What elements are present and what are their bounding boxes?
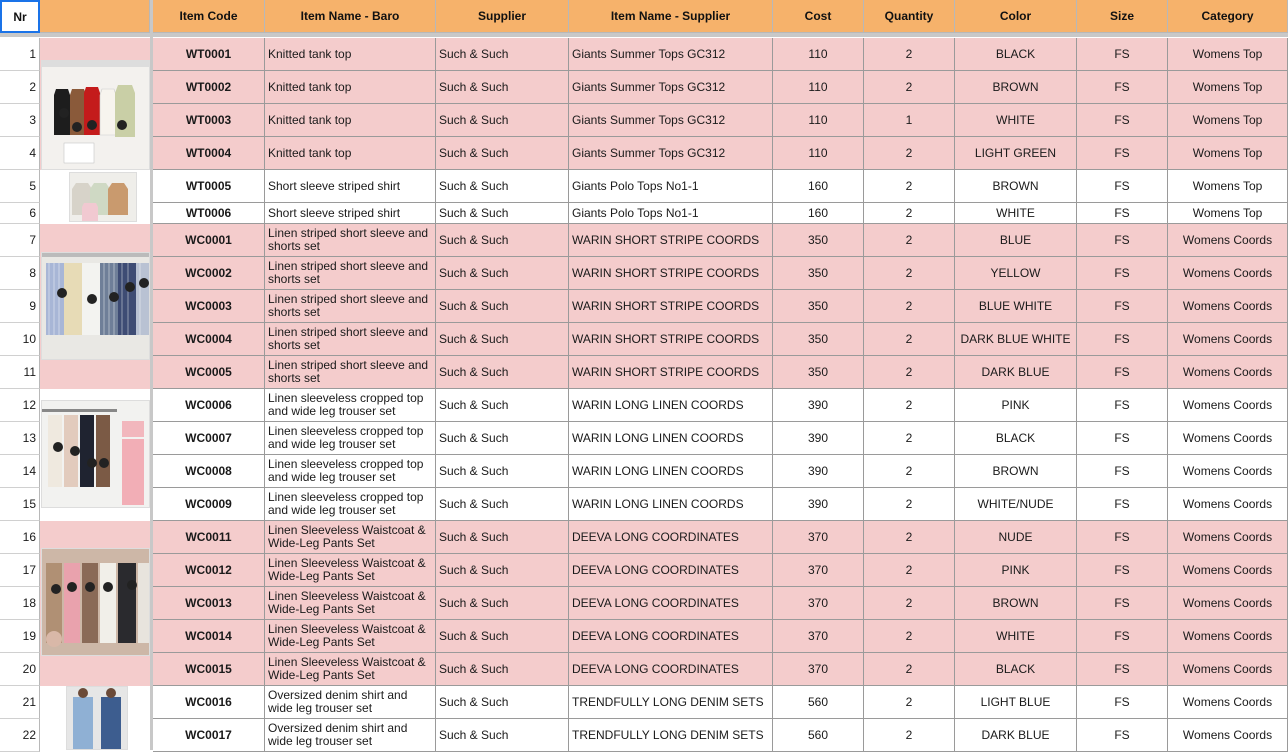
cell-supplier[interactable]: Such & Such	[436, 257, 569, 290]
cell-supplier[interactable]: Such & Such	[436, 455, 569, 488]
table-row	[153, 389, 1288, 422]
cell-item-code[interactable]: WT0006	[153, 203, 265, 224]
cell-category[interactable]: Womens Top	[1168, 71, 1288, 104]
header-quantity[interactable]: Quantity	[864, 0, 955, 33]
cell-color[interactable]: BLACK	[955, 422, 1077, 455]
cell-cost[interactable]: 110	[773, 104, 864, 137]
cell-color[interactable]: YELLOW	[955, 257, 1077, 290]
cell-cost[interactable]: 390	[773, 455, 864, 488]
cell-item-name-supplier[interactable]: Giants Summer Tops GC312	[569, 104, 773, 137]
cell-item-name-baro[interactable]: Knitted tank top	[265, 38, 436, 71]
row-number[interactable]: 21	[0, 686, 40, 719]
cell-image[interactable]	[40, 653, 150, 686]
product-photo-denim-sets[interactable]	[66, 686, 128, 750]
row-number[interactable]: 8	[0, 257, 40, 290]
cell-item-name-supplier[interactable]: WARIN SHORT STRIPE COORDS	[569, 257, 773, 290]
cell-item-code[interactable]: WC0012	[153, 554, 265, 587]
product-photo-linen-wide-leg[interactable]	[41, 400, 150, 508]
cell-size[interactable]: FS	[1077, 323, 1168, 356]
row-number[interactable]: 5	[0, 170, 40, 203]
header-item-name-baro[interactable]: Item Name - Baro	[265, 0, 436, 33]
cell-category[interactable]: Womens Top	[1168, 203, 1288, 224]
table-row	[153, 38, 1288, 71]
table-row	[153, 203, 1288, 224]
table-row	[153, 137, 1288, 170]
cell-cost[interactable]: 370	[773, 521, 864, 554]
row-number[interactable]: 14	[0, 455, 40, 488]
cell-item-name-baro[interactable]: Linen Sleeveless Waistcoat & Wide-Leg Pants Set	[265, 587, 436, 620]
cell-cost[interactable]: 390	[773, 389, 864, 422]
cell-item-name-baro[interactable]: Linen sleeveless cropped top and wide leg trouser set	[265, 422, 436, 455]
cell-supplier[interactable]: Such & Such	[436, 686, 569, 719]
cell-quantity[interactable]: 2	[864, 389, 955, 422]
cell-category[interactable]: Womens Coords	[1168, 422, 1288, 455]
cell-item-name-supplier[interactable]: Giants Summer Tops GC312	[569, 71, 773, 104]
cell-size[interactable]: FS	[1077, 719, 1168, 752]
cell-cost[interactable]: 160	[773, 170, 864, 203]
cell-color[interactable]: BLUE	[955, 224, 1077, 257]
row-number[interactable]: 10	[0, 323, 40, 356]
cell-item-code[interactable]: WT0005	[153, 170, 265, 203]
table-row	[153, 422, 1288, 455]
row-number[interactable]: 7	[0, 224, 40, 257]
cell-supplier[interactable]: Such & Such	[436, 203, 569, 224]
cell-category[interactable]: Womens Top	[1168, 104, 1288, 137]
cell-cost[interactable]: 560	[773, 686, 864, 719]
cell-quantity[interactable]: 2	[864, 686, 955, 719]
cell-item-code[interactable]: WT0003	[153, 104, 265, 137]
cell-color[interactable]: WHITE	[955, 203, 1077, 224]
cell-color[interactable]: NUDE	[955, 521, 1077, 554]
cell-supplier[interactable]: Such & Such	[436, 620, 569, 653]
table-row	[153, 224, 1288, 257]
cell-item-name-supplier[interactable]: WARIN SHORT STRIPE COORDS	[569, 290, 773, 323]
row-number[interactable]: 16	[0, 521, 40, 554]
cell-item-code[interactable]: WC0015	[153, 653, 265, 686]
cell-item-name-supplier[interactable]: Giants Summer Tops GC312	[569, 38, 773, 71]
cell-cost[interactable]: 370	[773, 653, 864, 686]
row-number[interactable]: 6	[0, 203, 40, 224]
cell-color[interactable]: WHITE	[955, 104, 1077, 137]
cell-category[interactable]: Womens Coords	[1168, 653, 1288, 686]
cell-size[interactable]: FS	[1077, 71, 1168, 104]
cell-item-name-supplier[interactable]: WARIN SHORT STRIPE COORDS	[569, 356, 773, 389]
cell-size[interactable]: FS	[1077, 587, 1168, 620]
cell-supplier[interactable]: Such & Such	[436, 389, 569, 422]
cell-supplier[interactable]: Such & Such	[436, 587, 569, 620]
row-number[interactable]: 19	[0, 620, 40, 653]
cell-size[interactable]: FS	[1077, 554, 1168, 587]
frozen-row-divider[interactable]	[0, 33, 1288, 37]
cell-item-code[interactable]: WC0013	[153, 587, 265, 620]
cell-color[interactable]: BROWN	[955, 71, 1077, 104]
cell-quantity[interactable]: 2	[864, 719, 955, 752]
cell-item-code[interactable]: WC0007	[153, 422, 265, 455]
cell-image[interactable]	[40, 356, 150, 389]
cell-supplier[interactable]: Such & Such	[436, 104, 569, 137]
cell-item-name-baro[interactable]: Linen striped short sleeve and shorts set	[265, 356, 436, 389]
cell-color[interactable]: BLUE WHITE	[955, 290, 1077, 323]
cell-size[interactable]: FS	[1077, 455, 1168, 488]
cell-item-code[interactable]: WC0005	[153, 356, 265, 389]
table-row	[153, 104, 1288, 137]
cell-cost[interactable]: 110	[773, 38, 864, 71]
product-photo-striped-coords[interactable]	[41, 252, 150, 360]
cell-cost[interactable]: 350	[773, 323, 864, 356]
cell-item-name-supplier[interactable]: DEEVA LONG COORDINATES	[569, 521, 773, 554]
cell-color[interactable]: LIGHT BLUE	[955, 686, 1077, 719]
header-size[interactable]: Size	[1077, 0, 1168, 33]
cell-item-code[interactable]: WC0011	[153, 521, 265, 554]
cell-item-name-supplier[interactable]: DEEVA LONG COORDINATES	[569, 653, 773, 686]
cell-size[interactable]: FS	[1077, 104, 1168, 137]
cell-item-code[interactable]: WC0001	[153, 224, 265, 257]
header-item-name-supplier[interactable]: Item Name - Supplier	[569, 0, 773, 33]
cell-item-name-supplier[interactable]: WARIN LONG LINEN COORDS	[569, 488, 773, 521]
table-row	[153, 455, 1288, 488]
header-category[interactable]: Category	[1168, 0, 1288, 33]
cell-supplier[interactable]: Such & Such	[436, 422, 569, 455]
cell-quantity[interactable]: 2	[864, 38, 955, 71]
cell-item-name-supplier[interactable]: DEEVA LONG COORDINATES	[569, 620, 773, 653]
cell-supplier[interactable]: Such & Such	[436, 719, 569, 752]
cell-category[interactable]: Womens Coords	[1168, 620, 1288, 653]
cell-item-name-baro[interactable]: Knitted tank top	[265, 71, 436, 104]
cell-cost[interactable]: 370	[773, 587, 864, 620]
row-number[interactable]: 18	[0, 587, 40, 620]
cell-quantity[interactable]: 2	[864, 488, 955, 521]
row-number[interactable]: 17	[0, 554, 40, 587]
cell-quantity[interactable]: 2	[864, 356, 955, 389]
cell-item-name-baro[interactable]: Linen striped short sleeve and shorts set	[265, 257, 436, 290]
cell-cost[interactable]: 370	[773, 620, 864, 653]
cell-item-name-baro[interactable]: Knitted tank top	[265, 104, 436, 137]
cell-item-code[interactable]: WT0002	[153, 71, 265, 104]
header-nr[interactable]: Nr	[0, 0, 40, 33]
cell-cost[interactable]: 350	[773, 290, 864, 323]
cell-item-code[interactable]: WC0009	[153, 488, 265, 521]
header-color[interactable]: Color	[955, 0, 1077, 33]
cell-supplier[interactable]: Such & Such	[436, 521, 569, 554]
cell-item-code[interactable]: WC0017	[153, 719, 265, 752]
cell-item-name-baro[interactable]: Oversized denim shirt and wide leg trouser set	[265, 686, 436, 719]
cell-category[interactable]: Womens Coords	[1168, 587, 1288, 620]
cell-category[interactable]: Womens Coords	[1168, 257, 1288, 290]
cell-size[interactable]: FS	[1077, 653, 1168, 686]
cell-color[interactable]: WHITE/NUDE	[955, 488, 1077, 521]
table-row	[153, 686, 1288, 719]
cell-item-code[interactable]: WC0006	[153, 389, 265, 422]
cell-item-code[interactable]: WC0014	[153, 620, 265, 653]
cell-item-name-baro[interactable]: Linen sleeveless cropped top and wide leg trouser set	[265, 488, 436, 521]
cell-category[interactable]: Womens Coords	[1168, 719, 1288, 752]
cell-item-name-baro[interactable]: Oversized denim shirt and wide leg trouser set	[265, 719, 436, 752]
cell-quantity[interactable]: 2	[864, 521, 955, 554]
row-number[interactable]: 1	[0, 38, 40, 71]
table-row	[153, 719, 1288, 752]
cell-item-name-supplier[interactable]: DEEVA LONG COORDINATES	[569, 554, 773, 587]
cell-category[interactable]: Womens Coords	[1168, 686, 1288, 719]
cell-supplier[interactable]: Such & Such	[436, 554, 569, 587]
cell-quantity[interactable]: 2	[864, 137, 955, 170]
cell-quantity[interactable]: 2	[864, 620, 955, 653]
cell-item-name-supplier[interactable]: TRENDFULLY LONG DENIM SETS	[569, 719, 773, 752]
cell-item-name-baro[interactable]: Knitted tank top	[265, 137, 436, 170]
cell-quantity[interactable]: 2	[864, 653, 955, 686]
cell-size[interactable]: FS	[1077, 137, 1168, 170]
header-item-code[interactable]: Item Code	[153, 0, 265, 33]
cell-supplier[interactable]: Such & Such	[436, 224, 569, 257]
cell-cost[interactable]: 350	[773, 356, 864, 389]
cell-quantity[interactable]: 2	[864, 323, 955, 356]
cell-quantity[interactable]: 2	[864, 170, 955, 203]
table-row	[153, 521, 1288, 554]
cell-item-name-supplier[interactable]: WARIN LONG LINEN COORDS	[569, 389, 773, 422]
cell-category[interactable]: Womens Coords	[1168, 323, 1288, 356]
cell-color[interactable]: DARK BLUE	[955, 719, 1077, 752]
table-row	[153, 170, 1288, 203]
cell-item-name-baro[interactable]: Linen striped short sleeve and shorts set	[265, 323, 436, 356]
cell-size[interactable]: FS	[1077, 38, 1168, 71]
cell-item-name-supplier[interactable]: WARIN LONG LINEN COORDS	[569, 455, 773, 488]
cell-item-name-baro[interactable]: Linen Sleeveless Waistcoat & Wide-Leg Pants Set	[265, 620, 436, 653]
cell-color[interactable]: LIGHT GREEN	[955, 137, 1077, 170]
cell-item-name-supplier[interactable]: WARIN SHORT STRIPE COORDS	[569, 323, 773, 356]
table-row	[153, 488, 1288, 521]
table-row	[153, 71, 1288, 104]
cell-item-name-supplier[interactable]: Giants Summer Tops GC312	[569, 137, 773, 170]
row-number[interactable]: 15	[0, 488, 40, 521]
cell-color[interactable]: PINK	[955, 554, 1077, 587]
cell-color[interactable]: DARK BLUE	[955, 356, 1077, 389]
product-photo-waistcoat-sets[interactable]	[41, 548, 150, 656]
header-cost[interactable]: Cost	[773, 0, 864, 33]
cell-size[interactable]: FS	[1077, 356, 1168, 389]
cell-size[interactable]: FS	[1077, 488, 1168, 521]
row-number[interactable]: 13	[0, 422, 40, 455]
header-supplier[interactable]: Supplier	[436, 0, 569, 33]
cell-supplier[interactable]: Such & Such	[436, 323, 569, 356]
cell-color[interactable]: WHITE	[955, 620, 1077, 653]
cell-item-name-supplier[interactable]: Giants Polo Tops No1-1	[569, 203, 773, 224]
header-image[interactable]	[40, 0, 150, 33]
cell-quantity[interactable]: 2	[864, 422, 955, 455]
cell-size[interactable]: FS	[1077, 422, 1168, 455]
table-row	[153, 257, 1288, 290]
cell-item-name-baro[interactable]: Linen Sleeveless Waistcoat & Wide-Leg Pants Set	[265, 554, 436, 587]
cell-item-name-baro[interactable]: Linen striped short sleeve and shorts set	[265, 224, 436, 257]
cell-color[interactable]: BLACK	[955, 38, 1077, 71]
cell-cost[interactable]: 110	[773, 137, 864, 170]
cell-item-name-supplier[interactable]: WARIN LONG LINEN COORDS	[569, 422, 773, 455]
cell-cost[interactable]: 560	[773, 719, 864, 752]
cell-supplier[interactable]: Such & Such	[436, 38, 569, 71]
cell-cost[interactable]: 390	[773, 422, 864, 455]
product-photo-tank-tops[interactable]	[41, 60, 150, 170]
cell-item-code[interactable]: WC0002	[153, 257, 265, 290]
product-photo-striped-shirts[interactable]	[69, 172, 137, 222]
cell-item-name-baro[interactable]: Linen Sleeveless Waistcoat & Wide-Leg Pants Set	[265, 521, 436, 554]
cell-category[interactable]: Womens Coords	[1168, 488, 1288, 521]
cell-item-code[interactable]: WC0008	[153, 455, 265, 488]
cell-quantity[interactable]: 2	[864, 203, 955, 224]
cell-category[interactable]: Womens Coords	[1168, 389, 1288, 422]
cell-supplier[interactable]: Such & Such	[436, 170, 569, 203]
cell-quantity[interactable]: 2	[864, 71, 955, 104]
cell-category[interactable]: Womens Coords	[1168, 521, 1288, 554]
cell-quantity[interactable]: 2	[864, 587, 955, 620]
cell-category[interactable]: Womens Coords	[1168, 356, 1288, 389]
cell-supplier[interactable]: Such & Such	[436, 71, 569, 104]
cell-item-name-baro[interactable]: Linen Sleeveless Waistcoat & Wide-Leg Pants Set	[265, 653, 436, 686]
row-number[interactable]: 4	[0, 137, 40, 170]
cell-color[interactable]: BROWN	[955, 455, 1077, 488]
cell-size[interactable]: FS	[1077, 686, 1168, 719]
cell-item-name-supplier[interactable]: WARIN SHORT STRIPE COORDS	[569, 224, 773, 257]
cell-quantity[interactable]: 1	[864, 104, 955, 137]
cell-color[interactable]: BROWN	[955, 170, 1077, 203]
cell-quantity[interactable]: 2	[864, 224, 955, 257]
cell-category[interactable]: Womens Top	[1168, 170, 1288, 203]
cell-size[interactable]: FS	[1077, 290, 1168, 323]
cell-supplier[interactable]: Such & Such	[436, 653, 569, 686]
cell-cost[interactable]: 350	[773, 257, 864, 290]
row-number[interactable]: 9	[0, 290, 40, 323]
table-row	[153, 620, 1288, 653]
cell-quantity[interactable]: 2	[864, 455, 955, 488]
cell-quantity[interactable]: 2	[864, 257, 955, 290]
cell-size[interactable]: FS	[1077, 224, 1168, 257]
table-row	[153, 290, 1288, 323]
cell-cost[interactable]: 390	[773, 488, 864, 521]
cell-item-code[interactable]: WC0003	[153, 290, 265, 323]
cell-color[interactable]: BLACK	[955, 653, 1077, 686]
cell-cost[interactable]: 370	[773, 554, 864, 587]
cell-item-code[interactable]: WT0001	[153, 38, 265, 71]
cell-item-code[interactable]: WT0004	[153, 137, 265, 170]
row-number[interactable]: 11	[0, 356, 40, 389]
cell-item-name-baro[interactable]: Linen striped short sleeve and shorts set	[265, 290, 436, 323]
cell-size[interactable]: FS	[1077, 203, 1168, 224]
cell-item-name-baro[interactable]: Linen sleeveless cropped top and wide leg trouser set	[265, 389, 436, 422]
cell-item-name-supplier[interactable]: TRENDFULLY LONG DENIM SETS	[569, 686, 773, 719]
row-number[interactable]: 20	[0, 653, 40, 686]
cell-category[interactable]: Womens Coords	[1168, 554, 1288, 587]
table-row	[153, 554, 1288, 587]
row-number[interactable]: 2	[0, 71, 40, 104]
cell-supplier[interactable]: Such & Such	[436, 137, 569, 170]
cell-cost[interactable]: 110	[773, 71, 864, 104]
cell-color[interactable]: PINK	[955, 389, 1077, 422]
cell-cost[interactable]: 350	[773, 224, 864, 257]
cell-item-name-baro[interactable]: Short sleeve striped shirt	[265, 203, 436, 224]
cell-category[interactable]: Womens Top	[1168, 38, 1288, 71]
cell-item-name-supplier[interactable]: Giants Polo Tops No1-1	[569, 170, 773, 203]
cell-size[interactable]: FS	[1077, 257, 1168, 290]
cell-size[interactable]: FS	[1077, 521, 1168, 554]
cell-size[interactable]: FS	[1077, 170, 1168, 203]
cell-quantity[interactable]: 2	[864, 290, 955, 323]
table-row	[153, 323, 1288, 356]
cell-cost[interactable]: 160	[773, 203, 864, 224]
cell-category[interactable]: Womens Coords	[1168, 455, 1288, 488]
cell-item-name-baro[interactable]: Linen sleeveless cropped top and wide leg trouser set	[265, 455, 436, 488]
cell-category[interactable]: Womens Top	[1168, 137, 1288, 170]
cell-supplier[interactable]: Such & Such	[436, 488, 569, 521]
cell-item-name-baro[interactable]: Short sleeve striped shirt	[265, 170, 436, 203]
cell-size[interactable]: FS	[1077, 620, 1168, 653]
cell-color[interactable]: BROWN	[955, 587, 1077, 620]
cell-item-code[interactable]: WC0016	[153, 686, 265, 719]
cell-item-code[interactable]: WC0004	[153, 323, 265, 356]
table-row	[153, 587, 1288, 620]
cell-item-name-supplier[interactable]: DEEVA LONG COORDINATES	[569, 587, 773, 620]
row-number[interactable]: 22	[0, 719, 40, 752]
cell-quantity[interactable]: 2	[864, 554, 955, 587]
cell-size[interactable]: FS	[1077, 389, 1168, 422]
cell-supplier[interactable]: Such & Such	[436, 356, 569, 389]
cell-supplier[interactable]: Such & Such	[436, 290, 569, 323]
row-number[interactable]: 3	[0, 104, 40, 137]
row-number[interactable]: 12	[0, 389, 40, 422]
cell-category[interactable]: Womens Coords	[1168, 224, 1288, 257]
cell-color[interactable]: DARK BLUE WHITE	[955, 323, 1077, 356]
cell-category[interactable]: Womens Coords	[1168, 290, 1288, 323]
table-row	[153, 356, 1288, 389]
table-row	[153, 653, 1288, 686]
